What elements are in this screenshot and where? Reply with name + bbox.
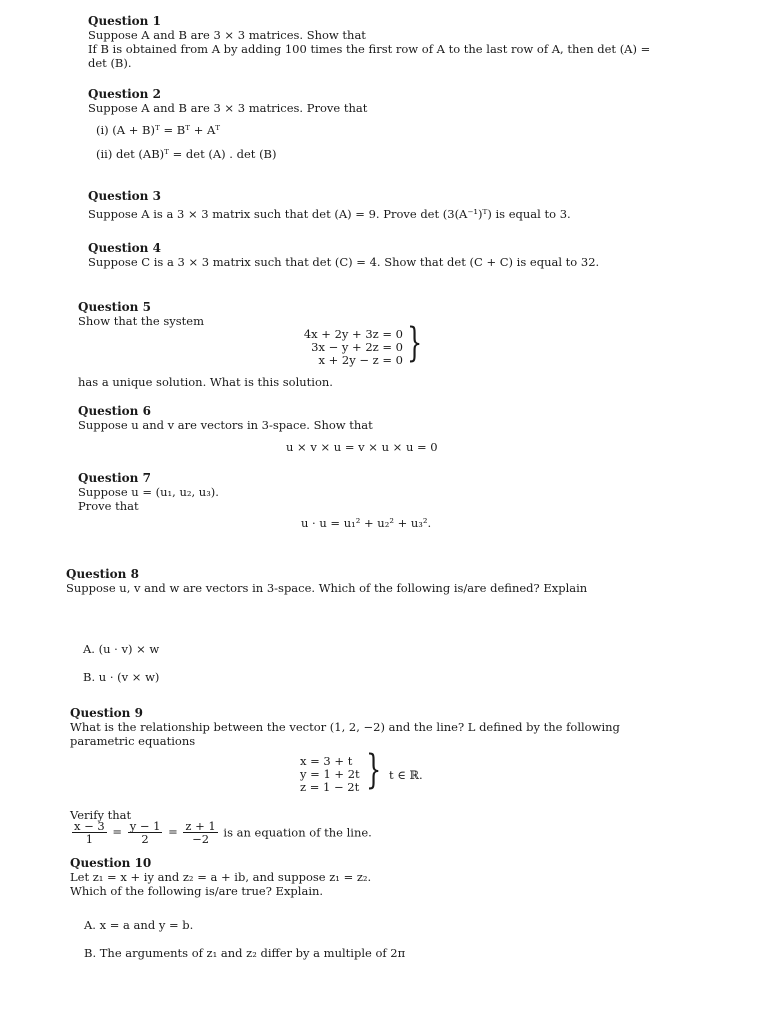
question-text: Suppose A and B are 3 × 3 matrices. Prove that [88, 101, 368, 115]
fraction-numerator: z + 1 [185, 819, 216, 833]
question-heading: Question 5 [78, 300, 151, 314]
equation-line: y = 1 + 2t [300, 767, 360, 781]
option-b: B. The arguments of z₁ and z₂ differ by a multiple of 2π [84, 946, 406, 960]
question-heading: Question 7 [78, 471, 151, 485]
question-6 [78, 404, 373, 432]
question-heading: Question 10 [70, 856, 152, 870]
fraction-denominator: −2 [192, 832, 210, 846]
right-brace-icon: } [366, 747, 382, 793]
equation-line: 4x + 2y + 3z = 0 [303, 327, 403, 341]
equation-line: x + 2y − z = 0 [318, 353, 403, 367]
question-heading: Question 3 [88, 189, 161, 203]
list-item: (i) (A + B)ᵀ = Bᵀ + Aᵀ [96, 123, 221, 137]
question-text: Let z₁ = x + iy and z₂ = a + ib, and suppose z₁ = z₂. [70, 870, 372, 884]
question-10 [70, 856, 371, 898]
question-text: Show that the system [78, 314, 204, 328]
fraction [72, 820, 107, 845]
equation-line: x = 3 + t [300, 754, 353, 768]
question-text: Prove that [78, 499, 139, 513]
question-text: Suppose u, v and w are vectors in 3-space. Which of the following is/are defined? Explain [66, 581, 588, 595]
parameter-domain: t ∈ ℝ. [389, 768, 423, 782]
fraction-denominator: 1 [85, 832, 94, 846]
question-heading: Question 8 [66, 567, 139, 581]
question-heading: Question 2 [88, 87, 161, 101]
question-heading: Question 6 [78, 404, 151, 418]
question-text: Which of the following is/are true? Explain. [70, 884, 324, 898]
symmetric-equation [70, 820, 372, 845]
display-equation: u · u = u₁² + u₂² + u₃². [301, 516, 432, 530]
question-text: has a unique solution. What is this solution. [78, 375, 333, 389]
fraction-denominator: 2 [141, 832, 149, 846]
display-equation: u × v × u = v × u × u = 0 [286, 440, 438, 454]
question-text: What is the relationship between the vector (1, 2, −2) and the line? L defined by the following [70, 720, 620, 734]
verify-block [70, 808, 372, 845]
parametric-system [300, 755, 362, 794]
equation-line: 3x − y + 2z = 0 [311, 340, 403, 354]
option-a: A. x = a and y = b. [84, 918, 194, 932]
question-1 [88, 14, 650, 70]
fraction [128, 820, 163, 845]
right-brace-icon: } [407, 320, 423, 366]
question-text: Suppose A is a 3 × 3 matrix such that det (A) = 9. Prove det (3(A⁻¹)ᵀ) is equal to 3. [88, 207, 571, 221]
question-text: is an equation of the line. [223, 825, 372, 840]
equation-line: z = 1 − 2t [300, 780, 360, 794]
question-8 [66, 567, 587, 595]
question-text: Suppose u and v are vectors in 3-space. Show that [78, 418, 373, 432]
question-3 [88, 189, 571, 221]
question-heading: Question 1 [88, 14, 161, 28]
question-2 [88, 87, 367, 161]
question-7 [78, 471, 219, 513]
fraction [183, 820, 217, 845]
question-heading: Question 9 [70, 706, 143, 720]
option-a: A. (u · v) × w [83, 642, 160, 656]
equals-sign: = [112, 824, 123, 839]
question-5 [78, 300, 204, 328]
fraction-numerator: x − 3 [74, 819, 105, 833]
question-text: Suppose A and B are 3 × 3 matrices. Show that [88, 28, 366, 42]
option-b: B. u · (v × w) [83, 670, 160, 684]
fraction-numerator: y − 1 [129, 819, 161, 833]
list-item: (ii) det (AB)ᵀ = det (A) . det (B) [96, 147, 277, 161]
question-5-footer [78, 375, 333, 389]
equation-system [300, 328, 403, 367]
question-text: Verify that [70, 808, 132, 822]
question-heading: Question 4 [88, 241, 161, 255]
question-text: parametric equations [70, 734, 196, 748]
equals-sign: = [168, 824, 178, 839]
question-text: Suppose u = (u₁, u₂, u₃). [78, 485, 219, 499]
question-4 [88, 241, 599, 269]
question-text: Suppose C is a 3 × 3 matrix such that det (C) = 4. Show that det (C + C) is equal to 32. [88, 255, 600, 269]
question-text: If B is obtained from A by adding 100 times the first row of A to the last row of A, then det (A) = [88, 42, 651, 56]
question-text: det (B). [88, 56, 132, 70]
question-9 [70, 706, 620, 748]
